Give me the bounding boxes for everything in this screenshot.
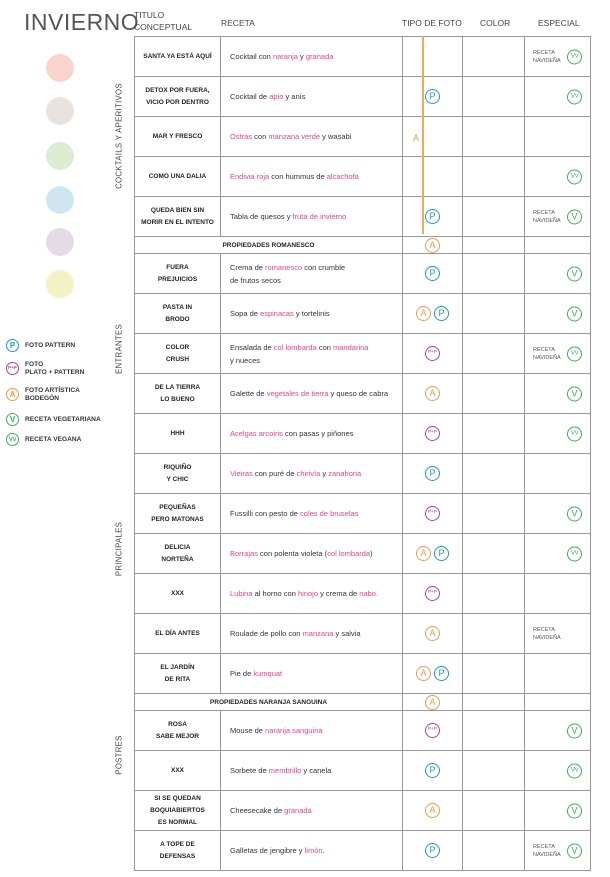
foto-pattern-icon: P	[425, 266, 440, 281]
table-row	[135, 534, 591, 574]
especial	[525, 751, 591, 791]
receta: Endivia roja con hummus de alcachofa	[221, 157, 403, 197]
foto-artistica-icon: A	[425, 386, 440, 401]
titulo-conceptual: DETOX POR FUERA, VICIO POR DENTRO	[135, 77, 221, 117]
properties-row	[135, 694, 591, 711]
tipo-foto	[403, 454, 463, 494]
legend-label: RECETA VEGETARIANA	[25, 416, 101, 423]
foto-artistica-icon: A	[425, 803, 440, 818]
foto-artistica-icon: A	[425, 695, 440, 710]
vegetarian-icon: V	[567, 803, 582, 818]
titulo-conceptual: QUEDA BIEN SIN MORIR EN EL INTENTO	[135, 197, 221, 237]
especial	[525, 654, 591, 694]
foto-plato-pattern-icon: P+P	[425, 346, 440, 361]
receta: Ensalada de col lombarda con mandarina y nueces	[221, 334, 403, 374]
vegetarian-icon: V	[567, 209, 582, 224]
receta: Cocktail con naranja y granada	[221, 37, 403, 77]
titulo-conceptual: HHH	[135, 414, 221, 454]
especial	[525, 414, 591, 454]
color-cell	[463, 157, 525, 197]
receta: Ostras con manzana verde y wasabi	[221, 117, 403, 157]
titulo-conceptual: PEQUEÑAS PERO MATONAS	[135, 494, 221, 534]
titulo-conceptual: SANTA YA ESTÁ AQUÍ	[135, 37, 221, 77]
orange-vertical-line	[422, 36, 424, 234]
especial	[525, 791, 591, 831]
table-row	[135, 334, 591, 374]
section-label: POSTRES	[114, 735, 124, 775]
titulo-conceptual: PASTA IN BRODO	[135, 294, 221, 334]
vegan-icon: Vv	[567, 346, 582, 361]
titulo-conceptual: ROSA SABE MEJOR	[135, 711, 221, 751]
foto-artistica-icon: A	[425, 626, 440, 641]
color-cell	[463, 831, 525, 871]
vegan-icon: Vv	[567, 89, 582, 104]
receta: Tabla de quesos y fruta de invierno	[221, 197, 403, 237]
color-cell	[463, 791, 525, 831]
vegan-icon: Vv	[567, 546, 582, 561]
color-cell	[463, 751, 525, 791]
foto-artistica-icon: A	[416, 666, 431, 681]
tipo-foto	[403, 791, 463, 831]
properties-row	[135, 237, 591, 254]
receta: Roulade de pollo con manzana y salvia	[221, 614, 403, 654]
especial	[525, 254, 591, 294]
foto-pattern-icon: P	[434, 666, 449, 681]
table-row	[135, 831, 591, 871]
legend-v-icon: V	[6, 413, 19, 426]
foto-plato-pattern-icon: P+P	[425, 426, 440, 441]
tipo-foto	[403, 254, 463, 294]
especial	[525, 157, 591, 197]
titulo-conceptual: EL JARDÍN DE RITA	[135, 654, 221, 694]
tipo-foto	[403, 374, 463, 414]
foto-artistica-icon: A	[425, 238, 440, 253]
legend-label: RECETA VEGANA	[25, 436, 82, 443]
receta: Pie de kumquat	[221, 654, 403, 694]
properties-title: PROPIEDADES NARANJA SANGUINA	[135, 694, 403, 711]
table-row	[135, 791, 591, 831]
receta: Mouse de naranja sanguina	[221, 711, 403, 751]
palette-dot	[46, 54, 74, 82]
especial	[525, 117, 591, 157]
especial	[525, 197, 591, 237]
color-cell	[463, 454, 525, 494]
receta: Fussilli con pesto de coles de bruselas	[221, 494, 403, 534]
page-title: INVIERNO	[24, 9, 140, 35]
color-cell	[463, 37, 525, 77]
table-row	[135, 197, 591, 237]
table-row	[135, 117, 591, 157]
color-cell	[463, 77, 525, 117]
tipo-foto	[403, 534, 463, 574]
tipo-foto	[403, 751, 463, 791]
vegetarian-icon: V	[567, 386, 582, 401]
color-cell	[463, 574, 525, 614]
section-label: COCKTAILS Y APERITIVOS	[114, 83, 124, 189]
foto-pattern-icon: P	[425, 89, 440, 104]
receta: Cheesecake de granada	[221, 791, 403, 831]
legend-label: FOTO ARTÍSTICA BODEGÓN	[25, 387, 80, 402]
header-titulo: TITULO CONCEPTUAL	[134, 10, 193, 32]
table-row	[135, 414, 591, 454]
foto-pattern-icon: P	[434, 546, 449, 561]
receta: Galletas de jengibre y limón.	[221, 831, 403, 871]
color-cell	[463, 654, 525, 694]
receta-navidena-label: RECETA NAVIDEÑA	[533, 626, 561, 641]
receta-navidena-label: RECETA NAVIDEÑA	[533, 49, 561, 64]
especial	[525, 574, 591, 614]
color-cell	[463, 374, 525, 414]
recipe-table	[134, 36, 591, 871]
receta: Galette de vegetales de tierra y queso de cabra	[221, 374, 403, 414]
palette-dot	[46, 97, 74, 125]
table-row	[135, 614, 591, 654]
table-row	[135, 374, 591, 414]
color-cell	[463, 711, 525, 751]
color-cell	[463, 294, 525, 334]
titulo-conceptual: SI SE QUEDAN BOQUIABIERTOS ES NORMAL	[135, 791, 221, 831]
properties-title: PROPIEDADES ROMANESCO	[135, 237, 403, 254]
color-cell	[463, 117, 525, 157]
receta: Lubina al horno con hinojo y crema de nabo.	[221, 574, 403, 614]
vegan-icon: Vv	[567, 426, 582, 441]
titulo-conceptual: XXX	[135, 574, 221, 614]
foto-plato-pattern-icon: P+P	[425, 586, 440, 601]
receta: Sopa de espinacas y tortelinis	[221, 294, 403, 334]
color-cell	[463, 334, 525, 374]
legend-vv-icon: Vv	[6, 433, 19, 446]
receta: Sorbete de membrillo y canela	[221, 751, 403, 791]
table-row	[135, 454, 591, 494]
table-row	[135, 494, 591, 534]
palette-dot	[46, 186, 74, 214]
tipo-foto	[403, 711, 463, 751]
vegan-icon: Vv	[567, 169, 582, 184]
tipo-foto	[403, 77, 463, 117]
palette-dot	[46, 270, 74, 298]
especial	[525, 334, 591, 374]
section-label: PRINCIPALES	[114, 521, 124, 577]
receta-navidena-label: RECETA NAVIDEÑA	[533, 843, 561, 858]
titulo-conceptual: DE LA TIERRA LO BUENO	[135, 374, 221, 414]
color-cell	[463, 614, 525, 654]
foto-pattern-icon: P	[434, 306, 449, 321]
color-cell	[463, 534, 525, 574]
receta: Vieiras con puré de chirivía y zanahoria	[221, 454, 403, 494]
receta: Acelgas arcoiris con pasas y piñones	[221, 414, 403, 454]
foto-pattern-icon: P	[425, 466, 440, 481]
table-row	[135, 254, 591, 294]
header-receta: RECETA	[221, 18, 255, 28]
especial	[525, 711, 591, 751]
tipo-foto	[403, 494, 463, 534]
palette-dot	[46, 228, 74, 256]
tipo-foto	[403, 654, 463, 694]
receta: Crema de romanesco con crumble de frutos secos	[221, 254, 403, 294]
especial	[525, 614, 591, 654]
table-row	[135, 77, 591, 117]
legend-label: FOTO PLATO + PATTERN	[25, 361, 85, 376]
color-cell	[463, 254, 525, 294]
legend-label: FOTO PATTERN	[25, 342, 76, 349]
legend-p-icon: P	[6, 339, 19, 352]
especial	[525, 37, 591, 77]
vegetarian-icon: V	[567, 506, 582, 521]
vegan-icon: Vv	[567, 49, 582, 64]
receta: Cocktail de apio y anís	[221, 77, 403, 117]
header-color: COLOR	[480, 18, 511, 28]
foto-artistica-icon: A	[416, 306, 431, 321]
titulo-conceptual: A TOPE DE DEFENSAS	[135, 831, 221, 871]
titulo-conceptual: MAR Y FRESCO	[135, 117, 221, 157]
tipo-foto	[403, 831, 463, 871]
especial	[525, 454, 591, 494]
titulo-conceptual: FUERA PREJUICIOS	[135, 254, 221, 294]
vegetarian-icon: V	[567, 306, 582, 321]
foto-pattern-icon: P	[425, 209, 440, 224]
table-row	[135, 751, 591, 791]
especial	[525, 374, 591, 414]
palette-dot	[46, 142, 74, 170]
table-row	[135, 37, 591, 77]
tipo-foto	[403, 197, 463, 237]
titulo-conceptual: COMO UNA DALIA	[135, 157, 221, 197]
foto-plato-pattern-icon: P+P	[425, 506, 440, 521]
table-row	[135, 654, 591, 694]
titulo-conceptual: EL DÍA ANTES	[135, 614, 221, 654]
titulo-conceptual: DELICIA NORTEÑA	[135, 534, 221, 574]
vegetarian-icon: V	[567, 723, 582, 738]
foto-artistica-letter: A	[413, 133, 420, 143]
tipo-foto	[403, 294, 463, 334]
color-cell	[463, 414, 525, 454]
vegetarian-icon: V	[567, 843, 582, 858]
legend-pp-icon: P+P	[6, 362, 19, 375]
tipo-foto	[403, 117, 463, 157]
especial	[525, 494, 591, 534]
titulo-conceptual: XXX	[135, 751, 221, 791]
tipo-foto	[403, 574, 463, 614]
receta: Borrajas con polenta violeta (col lombarda)	[221, 534, 403, 574]
especial	[525, 831, 591, 871]
foto-plato-pattern-icon: P+P	[425, 723, 440, 738]
header-tipo-foto: TIPO DE FOTO	[402, 18, 462, 28]
vegetarian-icon: V	[567, 266, 582, 281]
legend-a-icon: A	[6, 388, 19, 401]
section-label: ENTRANTES	[114, 324, 124, 374]
header-especial: ESPECIAL	[538, 18, 580, 28]
vegan-icon: Vv	[567, 763, 582, 778]
titulo-conceptual: COLOR CRUSH	[135, 334, 221, 374]
foto-pattern-icon: P	[425, 763, 440, 778]
titulo-conceptual: RIQUIÑO Y CHIC	[135, 454, 221, 494]
table-row	[135, 294, 591, 334]
tipo-foto	[403, 614, 463, 654]
foto-artistica-icon: A	[416, 546, 431, 561]
foto-pattern-icon: P	[425, 843, 440, 858]
table-row	[135, 574, 591, 614]
tipo-foto	[403, 414, 463, 454]
especial	[525, 534, 591, 574]
tipo-foto	[403, 157, 463, 197]
color-cell	[463, 197, 525, 237]
tipo-foto	[403, 37, 463, 77]
receta-navidena-label: RECETA NAVIDEÑA	[533, 346, 561, 361]
table-row	[135, 711, 591, 751]
table-row	[135, 157, 591, 197]
especial	[525, 294, 591, 334]
tipo-foto	[403, 334, 463, 374]
especial	[525, 77, 591, 117]
receta-navidena-label: RECETA NAVIDEÑA	[533, 209, 561, 224]
color-cell	[463, 494, 525, 534]
